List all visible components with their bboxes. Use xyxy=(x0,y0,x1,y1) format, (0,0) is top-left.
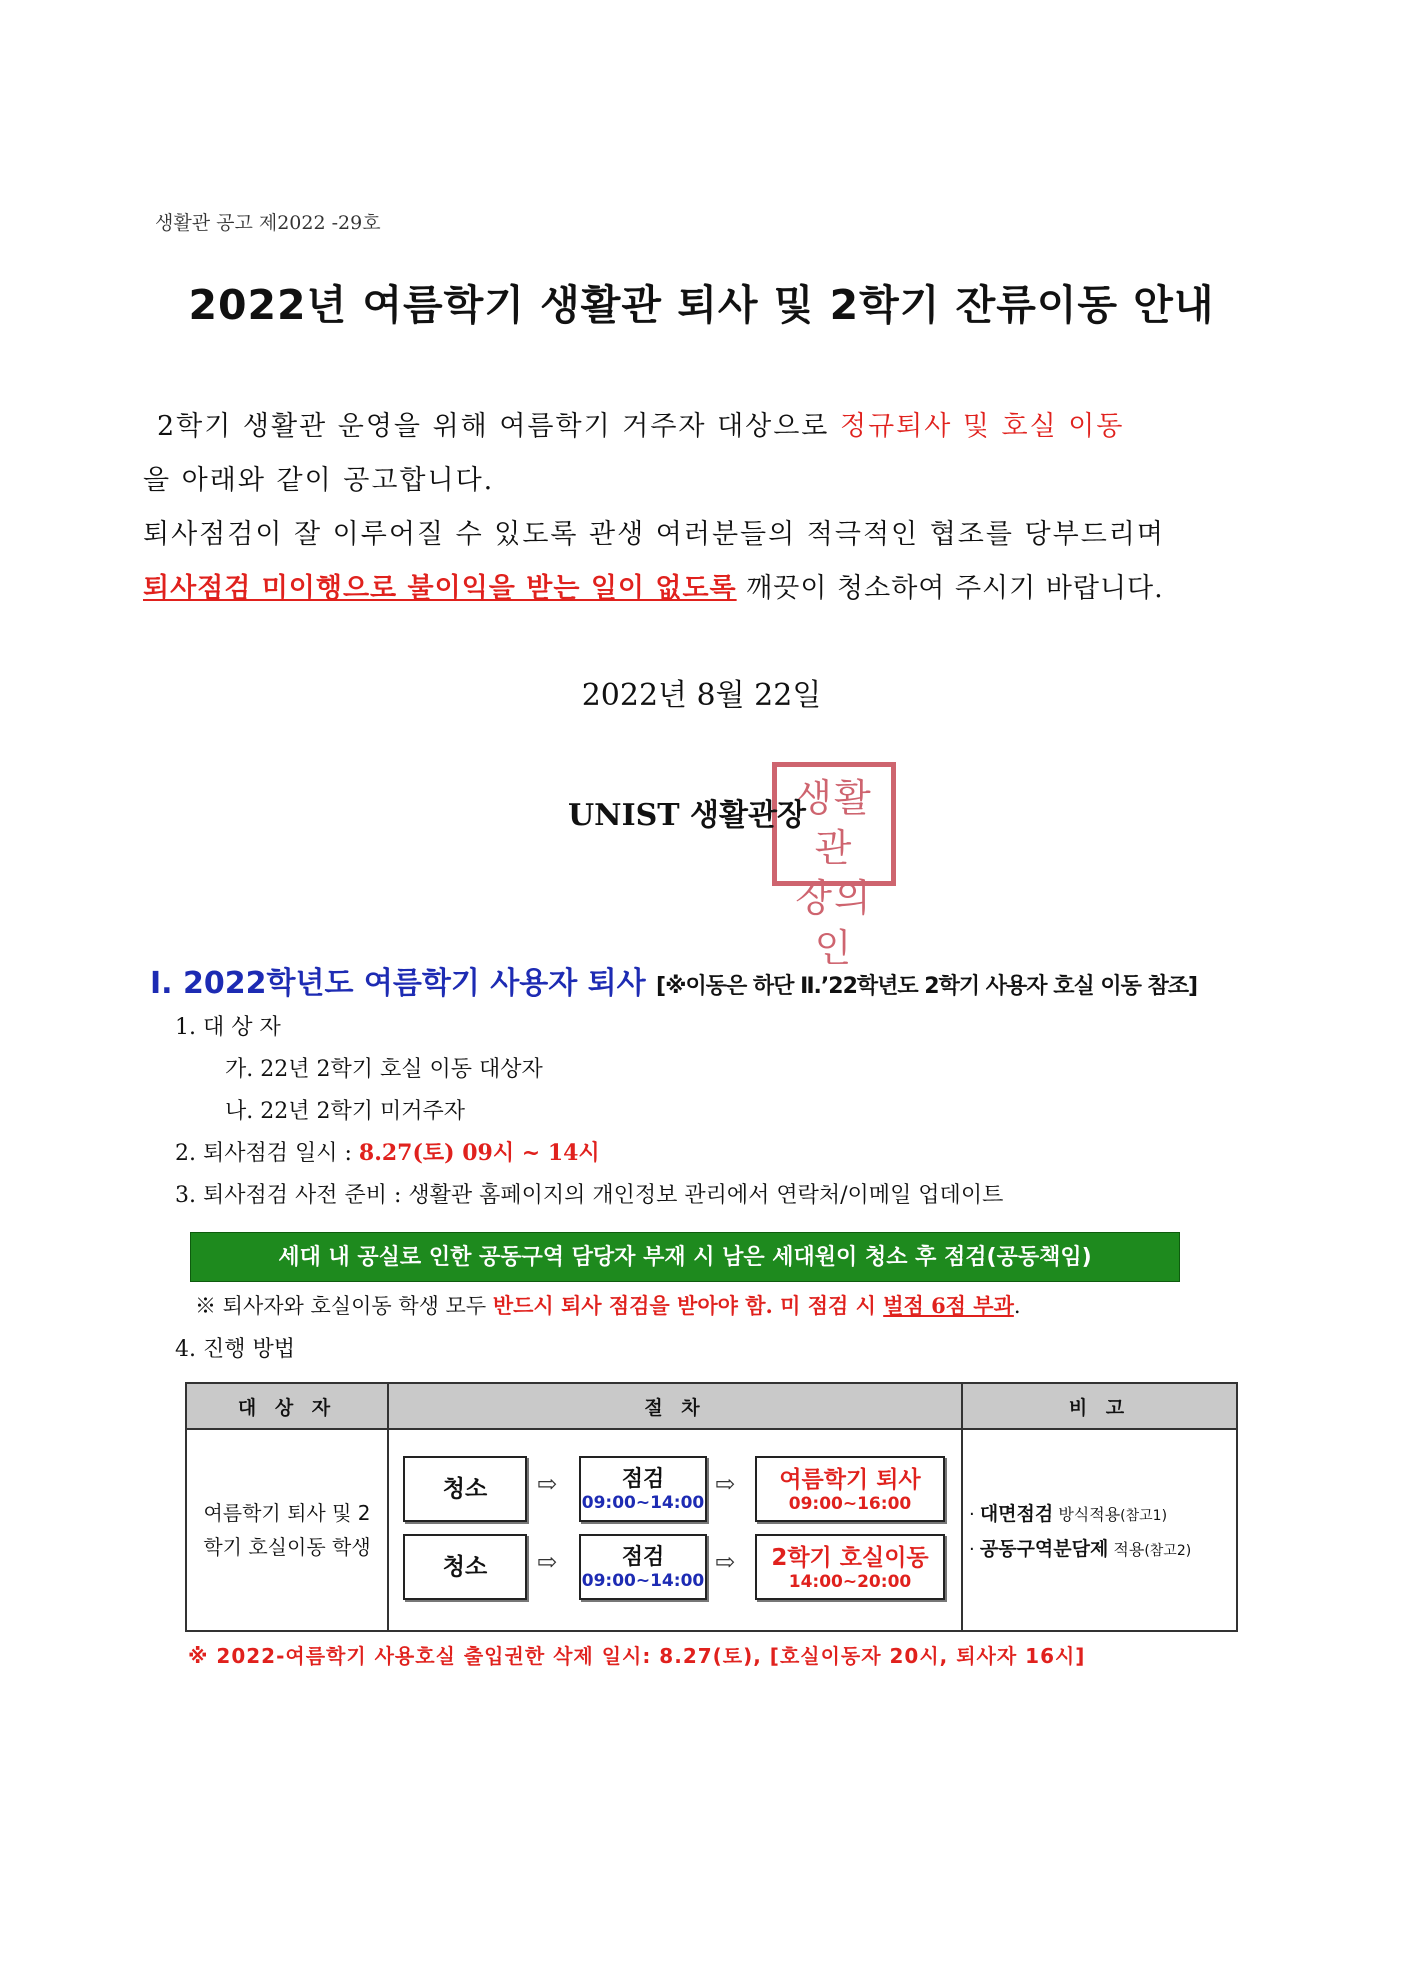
arrow-icon: ⇨ xyxy=(715,1548,736,1576)
shared-responsibility-banner: 세대 내 공실로 인한 공동구역 담당자 부재 시 남은 세대원이 청소 후 점검(공동책임) xyxy=(190,1232,1180,1282)
section-heading xyxy=(150,958,1197,1002)
step-check-time: 09:00~14:00 xyxy=(581,1493,705,1513)
intro-line1-highlight: 정규퇴사 및 호실 이동 xyxy=(839,411,1125,442)
remark-item: · 대면점검 방식적용(참고1) xyxy=(969,1503,1168,1525)
step-check-label: 점검 xyxy=(621,1545,665,1570)
step-final-time: 14:00~20:00 xyxy=(788,1572,912,1592)
header-target: 대 상 자 xyxy=(186,1383,388,1429)
target-cell: 여름학기 퇴사 및 2학기 호실이동 학생 xyxy=(186,1429,388,1631)
step-check xyxy=(579,1534,707,1600)
document-title: 2022년 여름학기 생활관 퇴사 및 2학기 잔류이동 안내 xyxy=(188,281,1215,329)
intro-paragraph xyxy=(143,400,1263,616)
item-schedule-label: 2. 퇴사점검 일시 : xyxy=(175,1141,359,1166)
intro-line1: 2학기 생활관 운영을 위해 여름학기 거주자 대상으로 xyxy=(157,411,840,442)
warning-end: . xyxy=(1013,1294,1021,1318)
procedure-cell xyxy=(388,1429,962,1631)
remark-ref: (참고1) xyxy=(1120,1508,1168,1524)
intro-line4-highlight: 퇴사점검 미이행으로 불이익을 받는 일이 없도록 xyxy=(143,573,737,604)
procedure-table xyxy=(185,1382,1238,1632)
item-preparation: 3. 퇴사점검 사전 준비 : 생활관 홈페이지의 개인정보 관리에서 연락처/이메일 업데이트 xyxy=(175,1183,1004,1208)
remark-ref: (참고2) xyxy=(1144,1543,1192,1559)
header-remarks: 비 고 xyxy=(962,1383,1237,1429)
remark-text: 적용 xyxy=(1108,1540,1145,1559)
warning-red: 반드시 퇴사 점검을 받아야 함. 미 점검 시 xyxy=(492,1293,884,1318)
remark-text: 방식적용 xyxy=(1053,1505,1121,1524)
intro-line4: 깨끗이 청소하여 주시기 바랍니다. xyxy=(736,573,1164,604)
step-final-label: 여름학기 퇴사 xyxy=(779,1467,921,1493)
intro-line3: 퇴사점검이 잘 이루어질 수 있도록 관생 여러분들의 적극적인 협조를 당부드리며 xyxy=(143,519,1165,550)
warning-penalty: 벌점 6점 부과 xyxy=(883,1293,1014,1318)
intro-line2: 을 아래와 같이 공고합니다. xyxy=(143,465,495,496)
step-check-time: 09:00~14:00 xyxy=(581,1571,705,1591)
step-check-label: 점검 xyxy=(621,1467,665,1492)
access-removal-footnote: ※ 2022-여름학기 사용호실 출입권한 삭제 일시: 8.27(토), [호실이동자 20시, 퇴사자 16시] xyxy=(188,1644,1086,1668)
item-schedule xyxy=(175,1136,600,1167)
warning-text: ※ 퇴사자와 호실이동 학생 모두 xyxy=(195,1294,493,1318)
arrow-icon: ⇨ xyxy=(715,1470,736,1498)
section-heading-note: [※이동은 하단 Ⅱ.’22학년도 2학기 사용자 호실 이동 참조] xyxy=(656,974,1198,999)
item-procedure: 4. 진행 방법 xyxy=(175,1337,295,1362)
item-target: 1. 대 상 자 xyxy=(175,1015,281,1040)
official-seal: 생활관 장의인 xyxy=(772,762,896,886)
remark-item: · 공동구역분담제 적용(참고2) xyxy=(969,1538,1192,1560)
notice-number: 생활관 공고 제2022 -29호 xyxy=(155,212,381,234)
step-check xyxy=(579,1456,707,1522)
remarks-cell xyxy=(962,1429,1237,1631)
item-schedule-value: 8.27(토) 09시 ~ 14시 xyxy=(358,1140,600,1166)
step-final-time: 09:00~16:00 xyxy=(788,1494,912,1514)
warning-note xyxy=(195,1290,1021,1320)
step-final xyxy=(755,1456,945,1522)
notice-date: 2022년 8월 22일 xyxy=(581,678,822,713)
step-clean: 청소 xyxy=(403,1534,527,1600)
remark-bold: 대면점검 xyxy=(979,1503,1054,1525)
item-target-b: 나. 22년 2학기 미거주자 xyxy=(225,1099,465,1124)
arrow-icon: ⇨ xyxy=(537,1548,558,1576)
remark-bold: 공동구역분담제 xyxy=(979,1538,1109,1560)
signer: UNIST 생활관장 xyxy=(568,798,806,833)
step-final xyxy=(755,1534,945,1600)
step-final-label: 2학기 호실이동 xyxy=(771,1545,929,1571)
header-procedure: 절 차 xyxy=(388,1383,962,1429)
item-target-a: 가. 22년 2학기 호실 이동 대상자 xyxy=(225,1057,543,1082)
section-title: Ⅰ. 2022학년도 여름학기 사용자 퇴사 xyxy=(150,966,646,1001)
arrow-icon: ⇨ xyxy=(537,1470,558,1498)
step-clean: 청소 xyxy=(403,1456,527,1522)
